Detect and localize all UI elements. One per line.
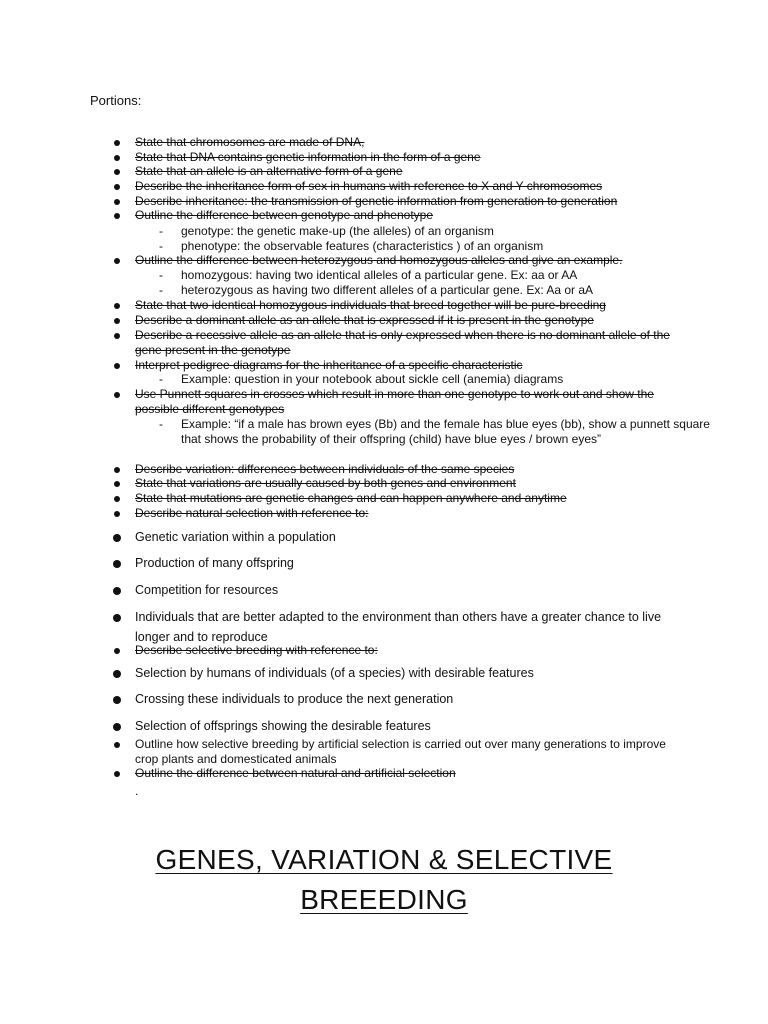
list-item-text: State that variations are usually caused by both genes and environment <box>135 476 516 490</box>
bullet-icon <box>114 199 120 205</box>
list-item-text: Describe a recessive allele as an allele that is only expressed when there is no dominant allele of the gene present in the genotype <box>135 328 670 357</box>
sub-item-text: Example: question in your notebook about sickle cell (anemia) diagrams <box>181 372 564 386</box>
dash-marker: - <box>159 417 163 431</box>
bullet-icon <box>113 614 121 622</box>
bullet-icon <box>114 303 120 309</box>
dash-marker: - <box>159 372 163 386</box>
bullet-icon <box>114 333 120 339</box>
list-item-text: Describe inheritance: the transmission of genetic information from generation to generation <box>135 194 618 208</box>
bullet-icon <box>114 155 120 161</box>
list-item-text: Outline the difference between heterozygous and homozygous alleles and give an example. <box>135 253 623 267</box>
list-item-text: Individuals that are better adapted to the environment than others have a greater chance to live longer and to reproduce <box>135 610 662 644</box>
sub-item-text: genotype: the genetic make-up (the alleles) of an organism <box>181 224 494 238</box>
list-item-text: Crossing these individuals to produce the next generation <box>135 692 454 706</box>
title-line-2: BREEEDING <box>300 884 468 915</box>
bullet-icon <box>114 511 120 517</box>
bullet-icon <box>114 496 120 502</box>
list-item-text: State that two identical homozygous individuals that breed together will be pure-breeding <box>135 298 606 312</box>
bullet-icon <box>114 771 120 777</box>
list-item-text: State that chromosomes are made of DNA, <box>135 135 365 149</box>
bullet-icon <box>114 318 120 324</box>
sub-item-text: homozygous: having two identical alleles of a particular gene. Ex: aa or AA <box>181 268 578 282</box>
list-item-text: Describe variation: differences between individuals of the same species <box>135 462 515 476</box>
title-line-1: GENES, VARIATION & SELECTIVE <box>155 844 613 875</box>
sub-item-text: heterozygous as having two different alleles of a particular gene. Ex: Aa or aA <box>181 283 594 297</box>
sub-item-text: Example: “if a male has brown eyes (Bb) and the female has blue eyes (bb), show a punnett square that shows the probability of their offspring (child) have blue eyes / brown eyes” <box>181 417 710 446</box>
list-item-text: Describe a dominant allele as an allele that is expressed if it is present in the genotype <box>135 313 594 327</box>
bullet-icon <box>113 534 121 542</box>
bullet-icon <box>114 363 120 369</box>
bullet-icon <box>114 648 120 654</box>
dash-marker: - <box>159 283 163 297</box>
portions-label: Portions: <box>90 93 142 108</box>
list-item-text: Selection of offsprings showing the desirable features <box>135 719 431 733</box>
bullet-icon <box>113 696 121 704</box>
bullet-icon <box>114 213 120 219</box>
list-item-text: State that mutations are genetic changes and can happen anywhere and anytime <box>135 491 567 505</box>
sub-item-text: phenotype: the observable features (characteristics ) of an organism <box>181 239 544 253</box>
dash-marker: - <box>159 268 163 282</box>
bullet-icon <box>114 184 120 190</box>
list-item-text: State that DNA contains genetic information in the form of a gene <box>135 150 481 164</box>
list-item-text: Interpret pedigree diagrams for the inheritance of a specific characteristic <box>135 358 523 372</box>
list-item-text: Outline how selective breeding by artificial selection is carried out over many generations to improve crop plants and domesticated animals <box>135 737 666 766</box>
bullet-icon <box>114 258 120 264</box>
bullet-icon <box>114 140 120 146</box>
bullet-icon <box>114 742 120 748</box>
bullet-icon <box>114 467 120 473</box>
list-item-text: Outline the difference between natural and artificial selection <box>135 766 456 780</box>
bullet-icon <box>114 481 120 487</box>
bullet-icon <box>113 560 121 568</box>
bullet-icon <box>113 670 121 678</box>
list-item-text: Selection by humans of individuals (of a species) with desirable features <box>135 666 534 680</box>
list-item-text: Describe selective breeding with reference to: <box>135 643 378 657</box>
bullet-icon <box>113 723 121 731</box>
bullet-icon <box>113 587 121 595</box>
bullet-icon <box>114 392 120 398</box>
list-item-text: Competition for resources <box>135 583 279 597</box>
dash-marker: - <box>159 224 163 238</box>
list-item-text: Genetic variation within a population <box>135 530 336 544</box>
list-item-text: Use Punnett squares in crosses which result in more than one genotype to work out and show the possible different genotypes <box>135 387 654 416</box>
page-title <box>0 840 768 920</box>
list-item-text: Outline the difference between genotype and phenotype <box>135 208 434 222</box>
list-item-text: Production of many offspring <box>135 556 294 570</box>
list-item-text: State that an allele is an alternative form of a gene <box>135 164 403 178</box>
dash-marker: - <box>159 239 163 253</box>
trailing-dot: . <box>135 784 139 798</box>
list-item-text: Describe the inheritance form of sex in humans with reference to X and Y chromosomes <box>135 179 603 193</box>
list-item-text: Describe natural selection with reference to: <box>135 506 369 520</box>
bullet-icon <box>114 169 120 175</box>
